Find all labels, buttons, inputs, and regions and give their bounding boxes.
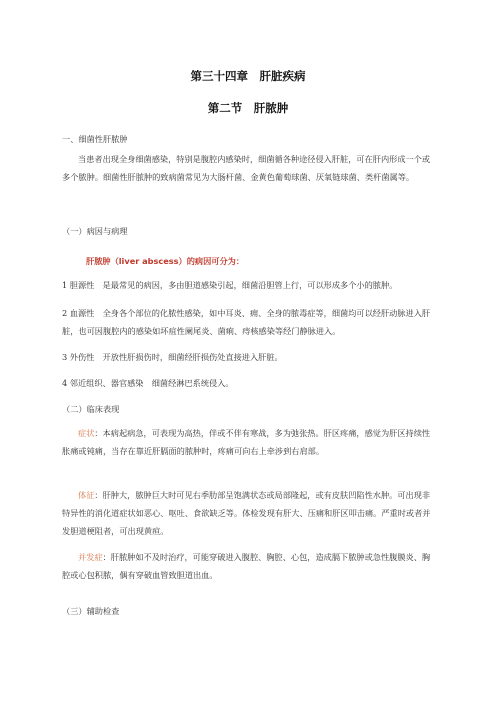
cause-item-2 [62, 304, 434, 340]
section-title: 第二节 肝脓肿 [207, 101, 289, 115]
cause-heading: 肝脓肿（liver abscess）的病因可分为： [86, 256, 245, 266]
cause-item-1 [62, 276, 434, 294]
signs-label: 体征 [78, 490, 95, 500]
symptoms-text: ：本病起病急，可表现为高热，伴或不伴有寒战，多为弛张热。肝区疼痛，感觉为肝区持续性胀痛或钝痛，当存在靠近肝膈面的脓肿时，疼痛可向右上牵涉到右肩部。 [62, 428, 431, 456]
clinical-signs [62, 486, 434, 540]
cause-text-1: 是最常见的病因，多由胆道感染引起，细菌沿胆管上行，可以形成多个小的脓肿。 [94, 280, 398, 290]
heading-bacterial-abscess: 一、细菌性肝脓肿 [62, 134, 128, 144]
heading-auxiliary-exam: （三）辅助检查 [62, 606, 120, 616]
chapter-title: 第三十四章 肝脏疾病 [190, 69, 306, 83]
cause-label-4: 4 邻近组织、器官感染 [62, 378, 144, 388]
heading-etiology: （一）病因与病理 [62, 226, 128, 236]
cause-item-3 [62, 348, 434, 366]
cause-text-4: 细菌经淋巴系统侵入。 [143, 378, 234, 388]
cause-label-1: 1 胆源性 [62, 280, 95, 290]
symptoms-label: 症状 [78, 428, 95, 438]
cause-text-3: 开放性肝损伤时，细菌经肝损伤处直接进入肝脏。 [94, 352, 283, 362]
heading-clinical: （二）临床表现 [62, 404, 120, 414]
cause-item-4 [62, 374, 434, 392]
clinical-complications [62, 548, 434, 584]
complications-text: ：肝脓肿如不及时治疗，可能穿破进入腹腔、胸腔、心包，造成膈下脓肿或急性腹膜炎、胸腔或心包积脓，偶有穿破血管致胆道出血。 [62, 552, 431, 580]
complications-label: 并发症 [78, 552, 103, 562]
cause-label-3: 3 外伤性 [62, 352, 95, 362]
intro-paragraph: 当患者出现全身细菌感染，特别是腹腔内感染时，细菌循各种途径侵入肝脏，可在肝内形成一个或多个脓肿。细菌性肝脓肿的致病菌常见为大肠杆菌、金黄色葡萄球菌、厌氧链球菌、类杆菌属等。 [62, 154, 431, 182]
clinical-symptoms [62, 424, 434, 460]
cause-text-2: 全身各个部位的化脓性感染，如中耳炎、痈、全身的脓毒症等，细菌均可以经肝动脉进入肝脏，也可因腹腔内的感染如坏疽性阑尾炎、菌痢、痔核感染等经门静脉进入。 [62, 308, 431, 336]
signs-text: ：肝肿大，脓肿巨大时可见右季肋部呈饱满状态或局部隆起，或有皮肤凹陷性水肿。可出现非特异性的消化道症状如恶心、呕吐、食欲缺乏等。体检发现有肝大、压痛和肝区叩击痛。严重时或者并发胆道梗阻者，可出现黄疸。 [62, 490, 431, 536]
cause-label-2: 2 血源性 [62, 308, 95, 318]
